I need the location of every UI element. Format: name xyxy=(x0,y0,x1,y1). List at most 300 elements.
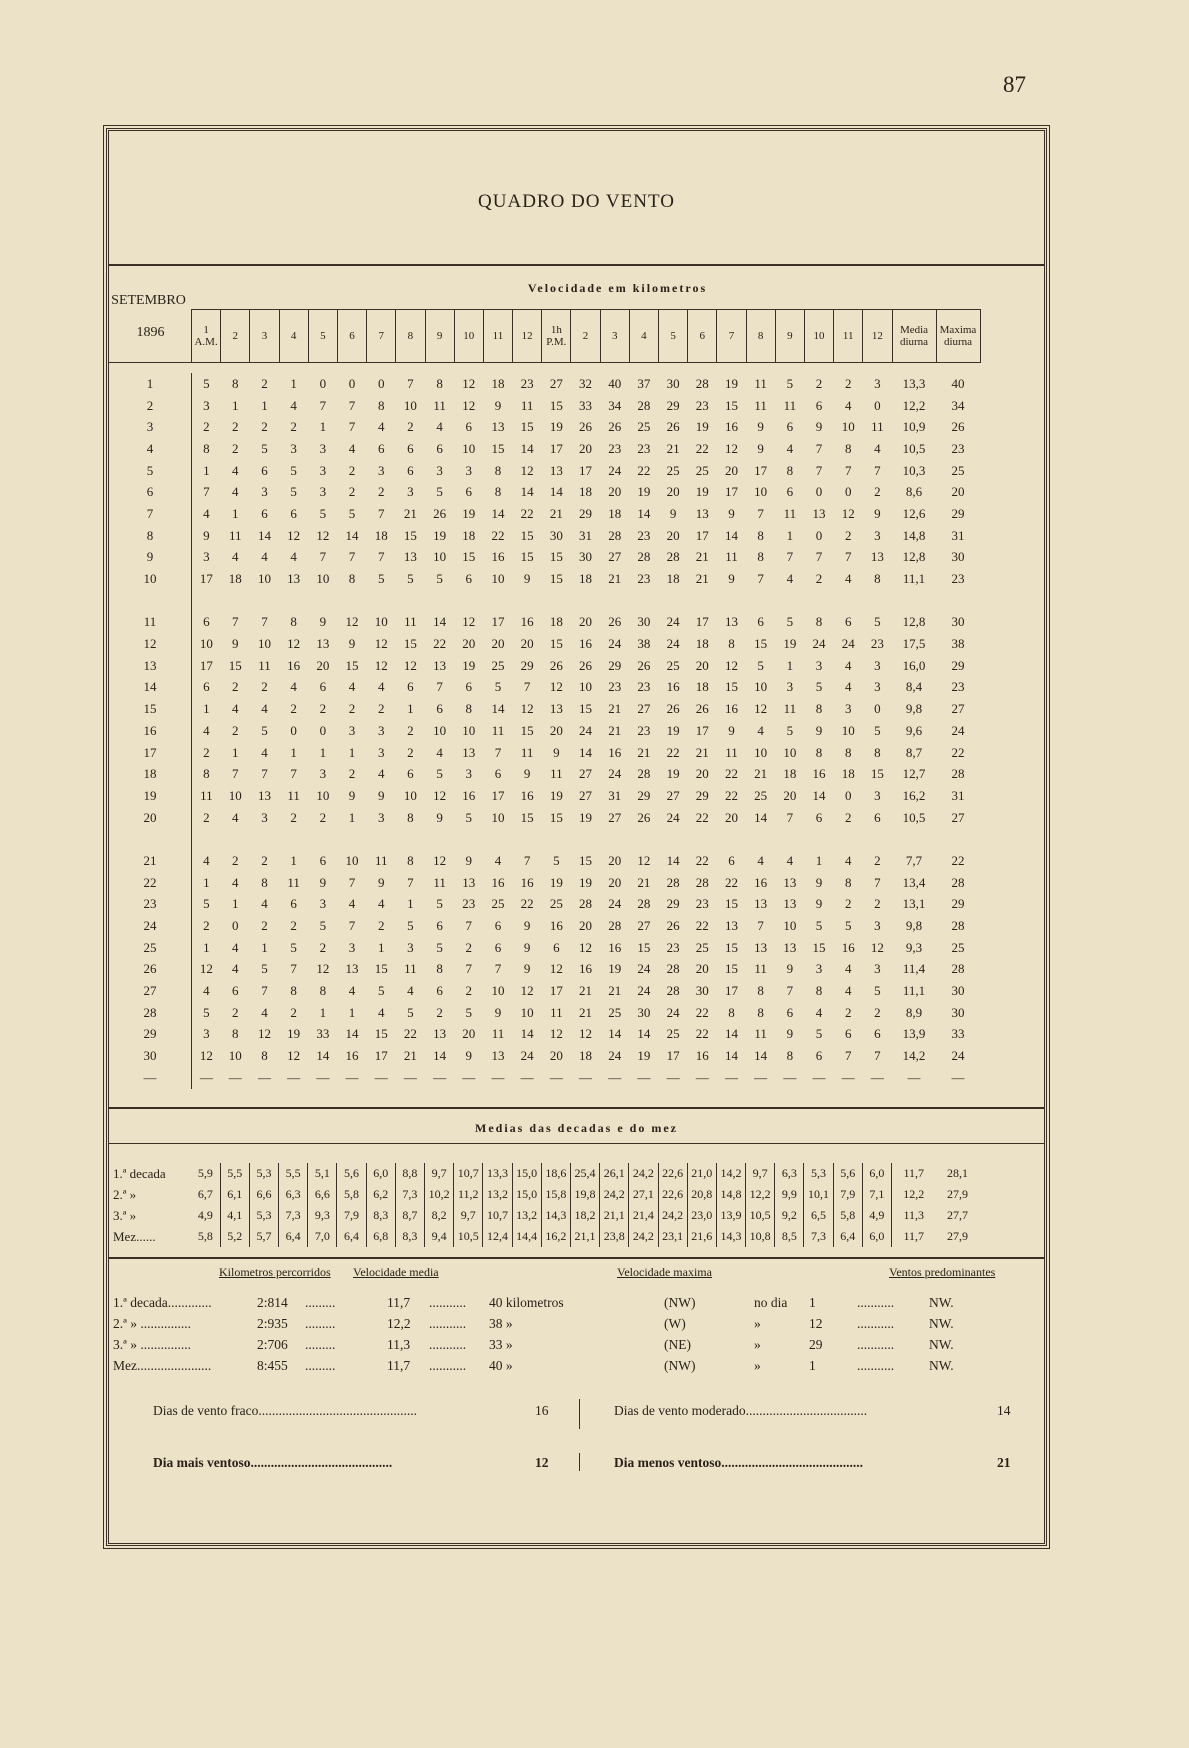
hourly-value: 19 xyxy=(433,527,447,543)
hourly-value: 22 xyxy=(695,852,709,868)
hourly-value: 7 xyxy=(494,961,502,977)
hourly-value: 18 xyxy=(462,527,476,543)
hourly-value: 6 xyxy=(757,614,764,630)
decade-row xyxy=(109,1205,980,1226)
daily-max: 38 xyxy=(951,636,965,652)
hourly-value: 2 xyxy=(844,896,852,912)
km-value: 2:706 xyxy=(257,1337,288,1352)
decade-value: 6,3 xyxy=(279,1184,308,1205)
hourly-value: 6 xyxy=(815,1048,823,1064)
decade-value: 5,3 xyxy=(249,1205,278,1226)
hourly-value: 7 xyxy=(815,462,823,478)
hourly-value: 5 xyxy=(436,766,443,782)
daily-mean: 12,2 xyxy=(902,397,926,413)
hourly-value: 7 xyxy=(203,484,210,500)
hourly-value: 7 xyxy=(232,614,239,630)
daily-mean: 8,6 xyxy=(905,484,923,500)
decade-value: 14,4 xyxy=(512,1226,541,1247)
hourly-value: 20 xyxy=(695,766,709,782)
decade-value: 9,7 xyxy=(454,1205,483,1226)
hourly-value: 4 xyxy=(377,1004,385,1020)
hourly-value: 13 xyxy=(462,874,476,890)
hourly-value: 6 xyxy=(465,571,473,587)
decade-value: 23,1 xyxy=(658,1226,687,1247)
hourly-value: 2 xyxy=(407,744,414,760)
hourly-value: 3 xyxy=(261,484,268,500)
hourly-value: 15 xyxy=(724,397,738,413)
hourly-value: 10 xyxy=(257,636,271,652)
hourly-value: 2 xyxy=(815,571,823,587)
hourly-value: 13 xyxy=(257,787,271,803)
hourly-value: 18 xyxy=(783,766,797,782)
daily-max: 28 xyxy=(951,918,965,934)
hourly-value: 2 xyxy=(844,1004,852,1020)
hourly-value: 17 xyxy=(549,983,563,999)
max-value: 33 » xyxy=(489,1337,513,1352)
hour-header: 11 xyxy=(834,310,863,363)
hourly-value: 24 xyxy=(666,614,680,630)
hourly-value: 7 xyxy=(815,549,823,565)
hourly-value: 11 xyxy=(374,852,388,868)
hourly-value: 12 xyxy=(403,657,417,673)
hourly-value: 13 xyxy=(316,636,330,652)
hourly-value: 7 xyxy=(407,375,414,391)
decade-value: 22,6 xyxy=(658,1163,687,1184)
hourly-value: 23 xyxy=(637,679,651,695)
decade-value: 5,5 xyxy=(220,1163,249,1184)
hourly-value: 13 xyxy=(462,744,476,760)
hourly-value: 4 xyxy=(348,896,356,912)
hourly-value: 10 xyxy=(520,1004,534,1020)
hourly-value: 16 xyxy=(549,918,563,934)
decade-value: 13,2 xyxy=(483,1184,512,1205)
hourly-value: 22 xyxy=(695,1004,709,1020)
hourly-value: 19 xyxy=(666,722,680,738)
hourly-value: 6 xyxy=(786,1004,794,1020)
daily-max: 23 xyxy=(951,679,965,695)
dash-cell: — xyxy=(812,1069,826,1085)
hourly-value: 8 xyxy=(261,1048,268,1064)
hourly-value: 33 xyxy=(579,397,593,413)
decade-value: 18,6 xyxy=(541,1163,570,1184)
decade-averages-table xyxy=(109,1163,980,1247)
table-row xyxy=(109,416,980,438)
hourly-value: 10 xyxy=(316,571,330,587)
hour-header: 12 xyxy=(863,310,892,363)
decade-value: 6,4 xyxy=(279,1226,308,1247)
title-box xyxy=(109,131,1044,266)
direction-value: (NW) xyxy=(664,1358,696,1373)
hourly-value: 1 xyxy=(232,505,239,521)
hourly-value: 2 xyxy=(232,1004,239,1020)
vel-header: Velocidade media xyxy=(353,1265,439,1279)
hourly-value: 7 xyxy=(874,462,881,478)
dia-mais-value: 12 xyxy=(535,1455,549,1470)
hourly-value: 6 xyxy=(844,1026,852,1042)
hourly-value: 22 xyxy=(520,505,534,521)
hourly-value: 29 xyxy=(666,397,680,413)
decade-value: 5,9 xyxy=(191,1163,220,1184)
decade-value: 8,3 xyxy=(366,1205,395,1226)
day-number: 25 xyxy=(109,937,192,959)
hourly-value: 3 xyxy=(407,484,414,500)
decade-value: 15,0 xyxy=(512,1184,541,1205)
hourly-value: 15 xyxy=(520,419,534,435)
decade-value: 21,1 xyxy=(570,1226,599,1247)
table-row xyxy=(109,503,980,525)
summary-label: Mez...................... xyxy=(113,1358,212,1373)
hourly-value: 5 xyxy=(261,961,268,977)
decade-value: 6,0 xyxy=(862,1226,891,1247)
hourly-value: 28 xyxy=(608,918,622,934)
hourly-value: 11 xyxy=(520,397,534,413)
hourly-value: 5 xyxy=(407,918,414,934)
decade-value: 27,9 xyxy=(947,1187,968,1201)
hourly-value: 6 xyxy=(786,484,794,500)
decade-value: 28,1 xyxy=(947,1166,968,1180)
daily-mean: 13,4 xyxy=(902,874,926,890)
hourly-value: 4 xyxy=(874,440,881,456)
hourly-value: 4 xyxy=(494,852,502,868)
daily-max: 30 xyxy=(951,549,965,565)
day-number: 10 xyxy=(109,568,192,590)
hourly-value: 16 xyxy=(724,701,738,717)
hourly-value: 16 xyxy=(754,874,768,890)
hourly-value: 20 xyxy=(462,636,476,652)
hourly-value: 16 xyxy=(608,939,622,955)
hourly-value: 34 xyxy=(608,397,622,413)
decade-value: 27,7 xyxy=(947,1208,968,1222)
decade-value: 5,3 xyxy=(249,1163,278,1184)
km-value: 2:814 xyxy=(257,1295,288,1310)
hourly-value: 29 xyxy=(695,787,709,803)
hourly-value: 24 xyxy=(608,462,622,478)
decade-value: 25,4 xyxy=(570,1163,599,1184)
hourly-value: 1 xyxy=(203,701,210,717)
hourly-value: 12 xyxy=(462,614,476,630)
decade-value: 8,8 xyxy=(395,1163,424,1184)
hourly-value: 2 xyxy=(290,1004,297,1020)
hourly-value: 6 xyxy=(407,679,414,695)
hourly-value: 20 xyxy=(724,462,738,478)
hourly-value: 1 xyxy=(348,744,356,760)
hourly-value: 21 xyxy=(695,571,709,587)
hourly-value: 3 xyxy=(465,766,473,782)
hourly-value: 19 xyxy=(637,1048,651,1064)
hourly-value: 28 xyxy=(608,527,622,543)
hourly-value: 9 xyxy=(815,419,823,435)
table-row xyxy=(109,612,980,634)
hourly-value: 10 xyxy=(403,397,417,413)
hourly-value: 9 xyxy=(523,961,531,977)
hourly-value: 7 xyxy=(290,766,297,782)
hourly-value: 15 xyxy=(724,939,738,955)
hourly-value: 5 xyxy=(319,505,327,521)
medias-title: Medias das decadas e do mez xyxy=(475,1121,678,1135)
hourly-value: 22 xyxy=(695,918,709,934)
hourly-value: 9 xyxy=(377,874,385,890)
decade-label: 3.ª » xyxy=(113,1207,137,1223)
hourly-value: 4 xyxy=(377,419,385,435)
daily-mean: 13,3 xyxy=(902,375,926,391)
hourly-value: 9 xyxy=(465,852,473,868)
hourly-value: 4 xyxy=(261,744,268,760)
hourly-value: 1 xyxy=(290,852,297,868)
hourly-value: 2 xyxy=(815,375,823,391)
hourly-value: 19 xyxy=(695,484,709,500)
hourly-value: 25 xyxy=(666,462,680,478)
velocity-title: Velocidade em kilometros xyxy=(527,281,708,295)
hourly-value: 11 xyxy=(725,549,738,565)
hourly-value: 20 xyxy=(579,440,593,456)
hourly-value: 23 xyxy=(870,636,884,652)
hourly-value: 8 xyxy=(290,614,297,630)
hourly-value: 2 xyxy=(348,701,356,717)
hourly-value: 6 xyxy=(203,679,210,695)
hourly-value: 5 xyxy=(407,1004,414,1020)
hour-header: 11 xyxy=(483,310,512,363)
hourly-value: 3 xyxy=(844,701,852,717)
hourly-value: 14 xyxy=(520,440,534,456)
decade-value: 8,2 xyxy=(425,1205,454,1226)
hourly-value: 8 xyxy=(728,1004,735,1020)
hourly-value: 4 xyxy=(203,852,210,868)
dia-label: » xyxy=(754,1337,761,1352)
hourly-value: 14 xyxy=(345,1026,359,1042)
max-value: 40 kilometros xyxy=(489,1295,564,1310)
hourly-value: 9 xyxy=(348,787,356,803)
hourly-value: 8 xyxy=(494,484,502,500)
table-row xyxy=(109,980,980,1002)
decade-value: 7,3 xyxy=(804,1226,833,1247)
daily-mean: 11,4 xyxy=(902,961,926,977)
dia-label: » xyxy=(754,1316,761,1331)
daily-max: 25 xyxy=(951,939,965,955)
table-row xyxy=(109,1045,980,1067)
hourly-value: 4 xyxy=(377,766,385,782)
hourly-value: 19 xyxy=(637,484,651,500)
hourly-value: 27 xyxy=(637,701,651,717)
decade-value: 16,2 xyxy=(541,1226,570,1247)
hourly-value: 15 xyxy=(520,527,534,543)
hourly-value: 5 xyxy=(874,722,881,738)
hourly-value: 23 xyxy=(637,722,651,738)
dash-cell: — xyxy=(109,1067,192,1089)
hourly-value: 19 xyxy=(287,1026,301,1042)
hourly-value: 7 xyxy=(523,679,531,695)
dash-cell: — xyxy=(951,1069,965,1085)
hourly-value: 1 xyxy=(815,852,823,868)
table-row xyxy=(109,1024,980,1046)
hourly-value: 3 xyxy=(203,549,210,565)
year-label: 1896 xyxy=(136,325,165,340)
hourly-value: 5 xyxy=(757,657,764,673)
hourly-value: 9 xyxy=(523,939,531,955)
summary-label: 1.ª decada............. xyxy=(113,1295,212,1310)
hourly-value: 9 xyxy=(377,787,385,803)
hourly-value: 4 xyxy=(436,744,443,760)
hourly-value: 14 xyxy=(491,701,505,717)
hourly-value: 5 xyxy=(874,983,881,999)
hourly-value: 1 xyxy=(786,657,794,673)
daily-max: 22 xyxy=(951,852,965,868)
hourly-value: 12 xyxy=(345,614,359,630)
hour-header: 3 xyxy=(600,310,629,363)
table-row xyxy=(109,850,980,872)
daily-mean: 9,8 xyxy=(905,918,923,934)
hourly-value: 10 xyxy=(462,440,476,456)
hourly-value: 12 xyxy=(637,852,651,868)
hourly-value: 3 xyxy=(203,1026,210,1042)
hourly-value: 4 xyxy=(786,571,794,587)
hourly-value: 0 xyxy=(815,527,823,543)
hourly-value: 0 xyxy=(874,397,881,413)
hourly-value: 12 xyxy=(287,636,301,652)
hourly-value: 6 xyxy=(728,852,735,868)
hour-header: 12 xyxy=(513,310,542,363)
decade-value: 4,9 xyxy=(862,1205,891,1226)
decade-value: 24,2 xyxy=(629,1226,658,1247)
hourly-value: 29 xyxy=(520,657,534,673)
hourly-value: 9 xyxy=(319,874,327,890)
decade-value: 27,1 xyxy=(629,1184,658,1205)
divider xyxy=(579,1453,580,1471)
hourly-value: 16 xyxy=(724,419,738,435)
day-number: 23 xyxy=(109,894,192,916)
hourly-value: 10 xyxy=(491,809,505,825)
hourly-value: 7 xyxy=(844,549,852,565)
decade-value: 5,3 xyxy=(804,1163,833,1184)
hourly-value: 19 xyxy=(549,874,563,890)
hourly-value: 28 xyxy=(666,549,680,565)
hourly-value: 9 xyxy=(757,440,764,456)
hourly-value: 2 xyxy=(203,419,210,435)
hourly-value: 18 xyxy=(695,636,709,652)
hourly-value: 10 xyxy=(345,852,359,868)
hourly-value: 6 xyxy=(553,939,560,955)
hourly-value: 11 xyxy=(404,614,417,630)
divider xyxy=(109,1107,1044,1109)
dash-cell: — xyxy=(608,1069,622,1085)
hourly-value: 0 xyxy=(815,484,823,500)
decade-value: 22,6 xyxy=(658,1184,687,1205)
hourly-value: 12 xyxy=(433,852,447,868)
hour-header: 9 xyxy=(775,310,804,363)
hourly-value: 12 xyxy=(579,1026,593,1042)
hourly-value: 2 xyxy=(232,852,239,868)
hourly-value: 8 xyxy=(203,766,210,782)
hourly-value: 12 xyxy=(199,1048,213,1064)
hourly-value: 8 xyxy=(290,983,297,999)
daily-max: 27 xyxy=(951,701,965,717)
dash-cell: — xyxy=(579,1069,593,1085)
dias-moderado-value: 14 xyxy=(997,1403,1011,1418)
daily-mean: 13,9 xyxy=(902,1026,926,1042)
decade-value: 9,7 xyxy=(425,1163,454,1184)
hourly-value: 14 xyxy=(754,809,768,825)
hourly-value: 4 xyxy=(844,571,852,587)
decade-value: 5,1 xyxy=(308,1163,337,1184)
hourly-value: 1 xyxy=(203,874,210,890)
hourly-value: 13 xyxy=(433,657,447,673)
hourly-value: 12 xyxy=(549,679,563,695)
hourly-value: 9 xyxy=(523,571,531,587)
hourly-value: 13 xyxy=(754,896,768,912)
hourly-value: 5 xyxy=(261,722,268,738)
decade-value: 10,7 xyxy=(483,1205,512,1226)
hourly-value: 16 xyxy=(491,874,505,890)
hourly-value: 7 xyxy=(348,874,356,890)
day-number: 5 xyxy=(109,460,192,482)
decade-label: 1.ª decada xyxy=(113,1165,166,1181)
day-number: 21 xyxy=(109,850,192,872)
hourly-velocity-table xyxy=(109,309,981,1089)
hourly-value: 3 xyxy=(377,462,385,478)
hourly-value: 14 xyxy=(579,744,593,760)
hourly-value: 16 xyxy=(579,636,593,652)
daily-max: 29 xyxy=(951,896,965,912)
hourly-value: 13 xyxy=(549,701,563,717)
hour-header: 8 xyxy=(746,310,775,363)
hourly-value: 5 xyxy=(815,918,823,934)
hourly-value: 13 xyxy=(783,896,797,912)
decade-value: 10,5 xyxy=(454,1226,483,1247)
hourly-value: 17 xyxy=(754,462,768,478)
decade-value: 18,2 xyxy=(570,1205,599,1226)
hourly-value: 8 xyxy=(407,809,414,825)
hourly-value: 18 xyxy=(666,571,680,587)
decade-value: 26,1 xyxy=(600,1163,629,1184)
hourly-value: 0 xyxy=(844,787,852,803)
hourly-value: 17 xyxy=(491,614,505,630)
table-row xyxy=(109,742,980,764)
decade-value: 5,6 xyxy=(337,1163,366,1184)
hourly-value: 3 xyxy=(319,462,327,478)
hourly-value: 0 xyxy=(290,722,297,738)
hourly-value: 14 xyxy=(520,484,534,500)
hourly-value: 26 xyxy=(637,657,651,673)
hourly-value: 4 xyxy=(844,983,852,999)
hourly-value: 9 xyxy=(348,636,356,652)
divider xyxy=(579,1399,580,1429)
hourly-value: 2 xyxy=(203,918,210,934)
hourly-value: 4 xyxy=(844,852,852,868)
hourly-value: 26 xyxy=(666,701,680,717)
hourly-value: 7 xyxy=(757,505,764,521)
hourly-value: 23 xyxy=(637,440,651,456)
hourly-value: 20 xyxy=(462,1026,476,1042)
hourly-value: 19 xyxy=(462,657,476,673)
hourly-value: 5 xyxy=(786,375,794,391)
day-number: 30 xyxy=(109,1045,192,1067)
hourly-value: 2 xyxy=(377,918,385,934)
hourly-value: 17 xyxy=(695,722,709,738)
hourly-value: 11 xyxy=(258,657,271,673)
hourly-value: 11 xyxy=(491,1026,505,1042)
hourly-value: 3 xyxy=(407,939,414,955)
hourly-value: 6 xyxy=(407,766,414,782)
hourly-value: 21 xyxy=(608,983,622,999)
hourly-value: 11 xyxy=(200,787,213,803)
hourly-value: 4 xyxy=(844,679,852,695)
hourly-value: 17 xyxy=(549,440,563,456)
hour-header: 7 xyxy=(717,310,746,363)
daily-max: 20 xyxy=(951,484,965,500)
hourly-value: 9 xyxy=(669,505,677,521)
hourly-value: 15 xyxy=(549,571,563,587)
decade-value: 23,0 xyxy=(687,1205,716,1226)
hourly-value: 5 xyxy=(436,571,443,587)
